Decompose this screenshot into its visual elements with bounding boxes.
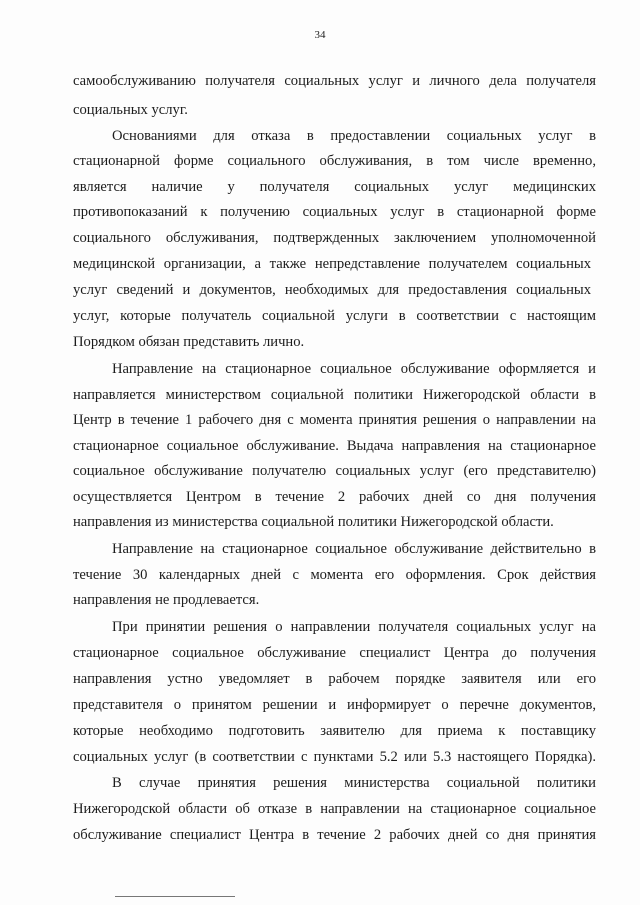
text-line: обслуживание специалист Центра в течение 2 рабочих дней со дня принятия (73, 827, 596, 843)
text-line: стационарное социальное обслуживание специалист Центра до получения (73, 645, 596, 661)
text-line: медицинской организации, а также непредставление получателем социальных (73, 256, 591, 272)
text-line: услуг, которые получатель социальной услуги в соответствии с настоящим (73, 308, 596, 324)
text-line: стационарной форме социального обслуживания, в том числе временно, (73, 153, 596, 169)
text-line: услуг сведений и документов, необходимых для предоставления социальных (73, 282, 591, 298)
text-line: Направление на стационарное социальное обслуживание действительно в (112, 541, 596, 557)
text-line: социальных услуг. (73, 102, 188, 118)
text-line: представителя о принятом решении и информирует о перечне документов, (73, 697, 596, 713)
text-line: социального обслуживания, подтвержденных заключением уполномоченной (73, 230, 596, 246)
page-number: 34 (314, 29, 326, 41)
text-line: Направление на стационарное социальное обслуживание оформляется и (112, 361, 596, 377)
footnote-divider (115, 896, 235, 897)
text-line: направляется министерством социальной политики Нижегородской области в (73, 387, 596, 403)
text-line: направления из министерства социальной политики Нижегородской области. (73, 514, 554, 530)
text-line: социальных услуг (в соответствии с пунктами 5.2 или 5.3 настоящего Порядка). (73, 749, 596, 765)
text-line: осуществляется Центром в течение 2 рабочих дней со дня получения (73, 489, 596, 505)
text-line: направления не продлевается. (73, 592, 260, 608)
text-line: Центр в течение 1 рабочего дня с момента принятия решения о направлении на (73, 412, 596, 428)
text-line: Нижегородской области об отказе в направлении на стационарное социальное (73, 801, 596, 817)
text-line: При принятии решения о направлении получателя социальных услуг на (112, 619, 596, 635)
text-line: Основаниями для отказа в предоставлении социальных услуг в (112, 128, 596, 144)
text-line: противопоказаний к получению социальных услуг в стационарной форме (73, 204, 596, 220)
text-line: стационарное социальное обслуживание. Выдача направления на стационарное (73, 438, 596, 454)
text-line: социальное обслуживание получателю социальных услуг (его представителю) (73, 463, 596, 479)
text-line: является наличие у получателя социальных услуг медицинских (73, 179, 596, 195)
text-line: которые необходимо подготовить заявителю для приема к поставщику (73, 723, 596, 739)
text-line: Порядком обязан представить лично. (73, 334, 305, 350)
text-line: В случае принятия решения министерства социальной политики (112, 775, 596, 791)
text-line: направления устно уведомляет в рабочем порядке заявителя или его (73, 671, 596, 687)
text-line: течение 30 календарных дней с момента его оформления. Срок действия (73, 567, 596, 583)
text-line: самообслуживанию получателя социальных услуг и личного дела получателя (73, 73, 596, 89)
